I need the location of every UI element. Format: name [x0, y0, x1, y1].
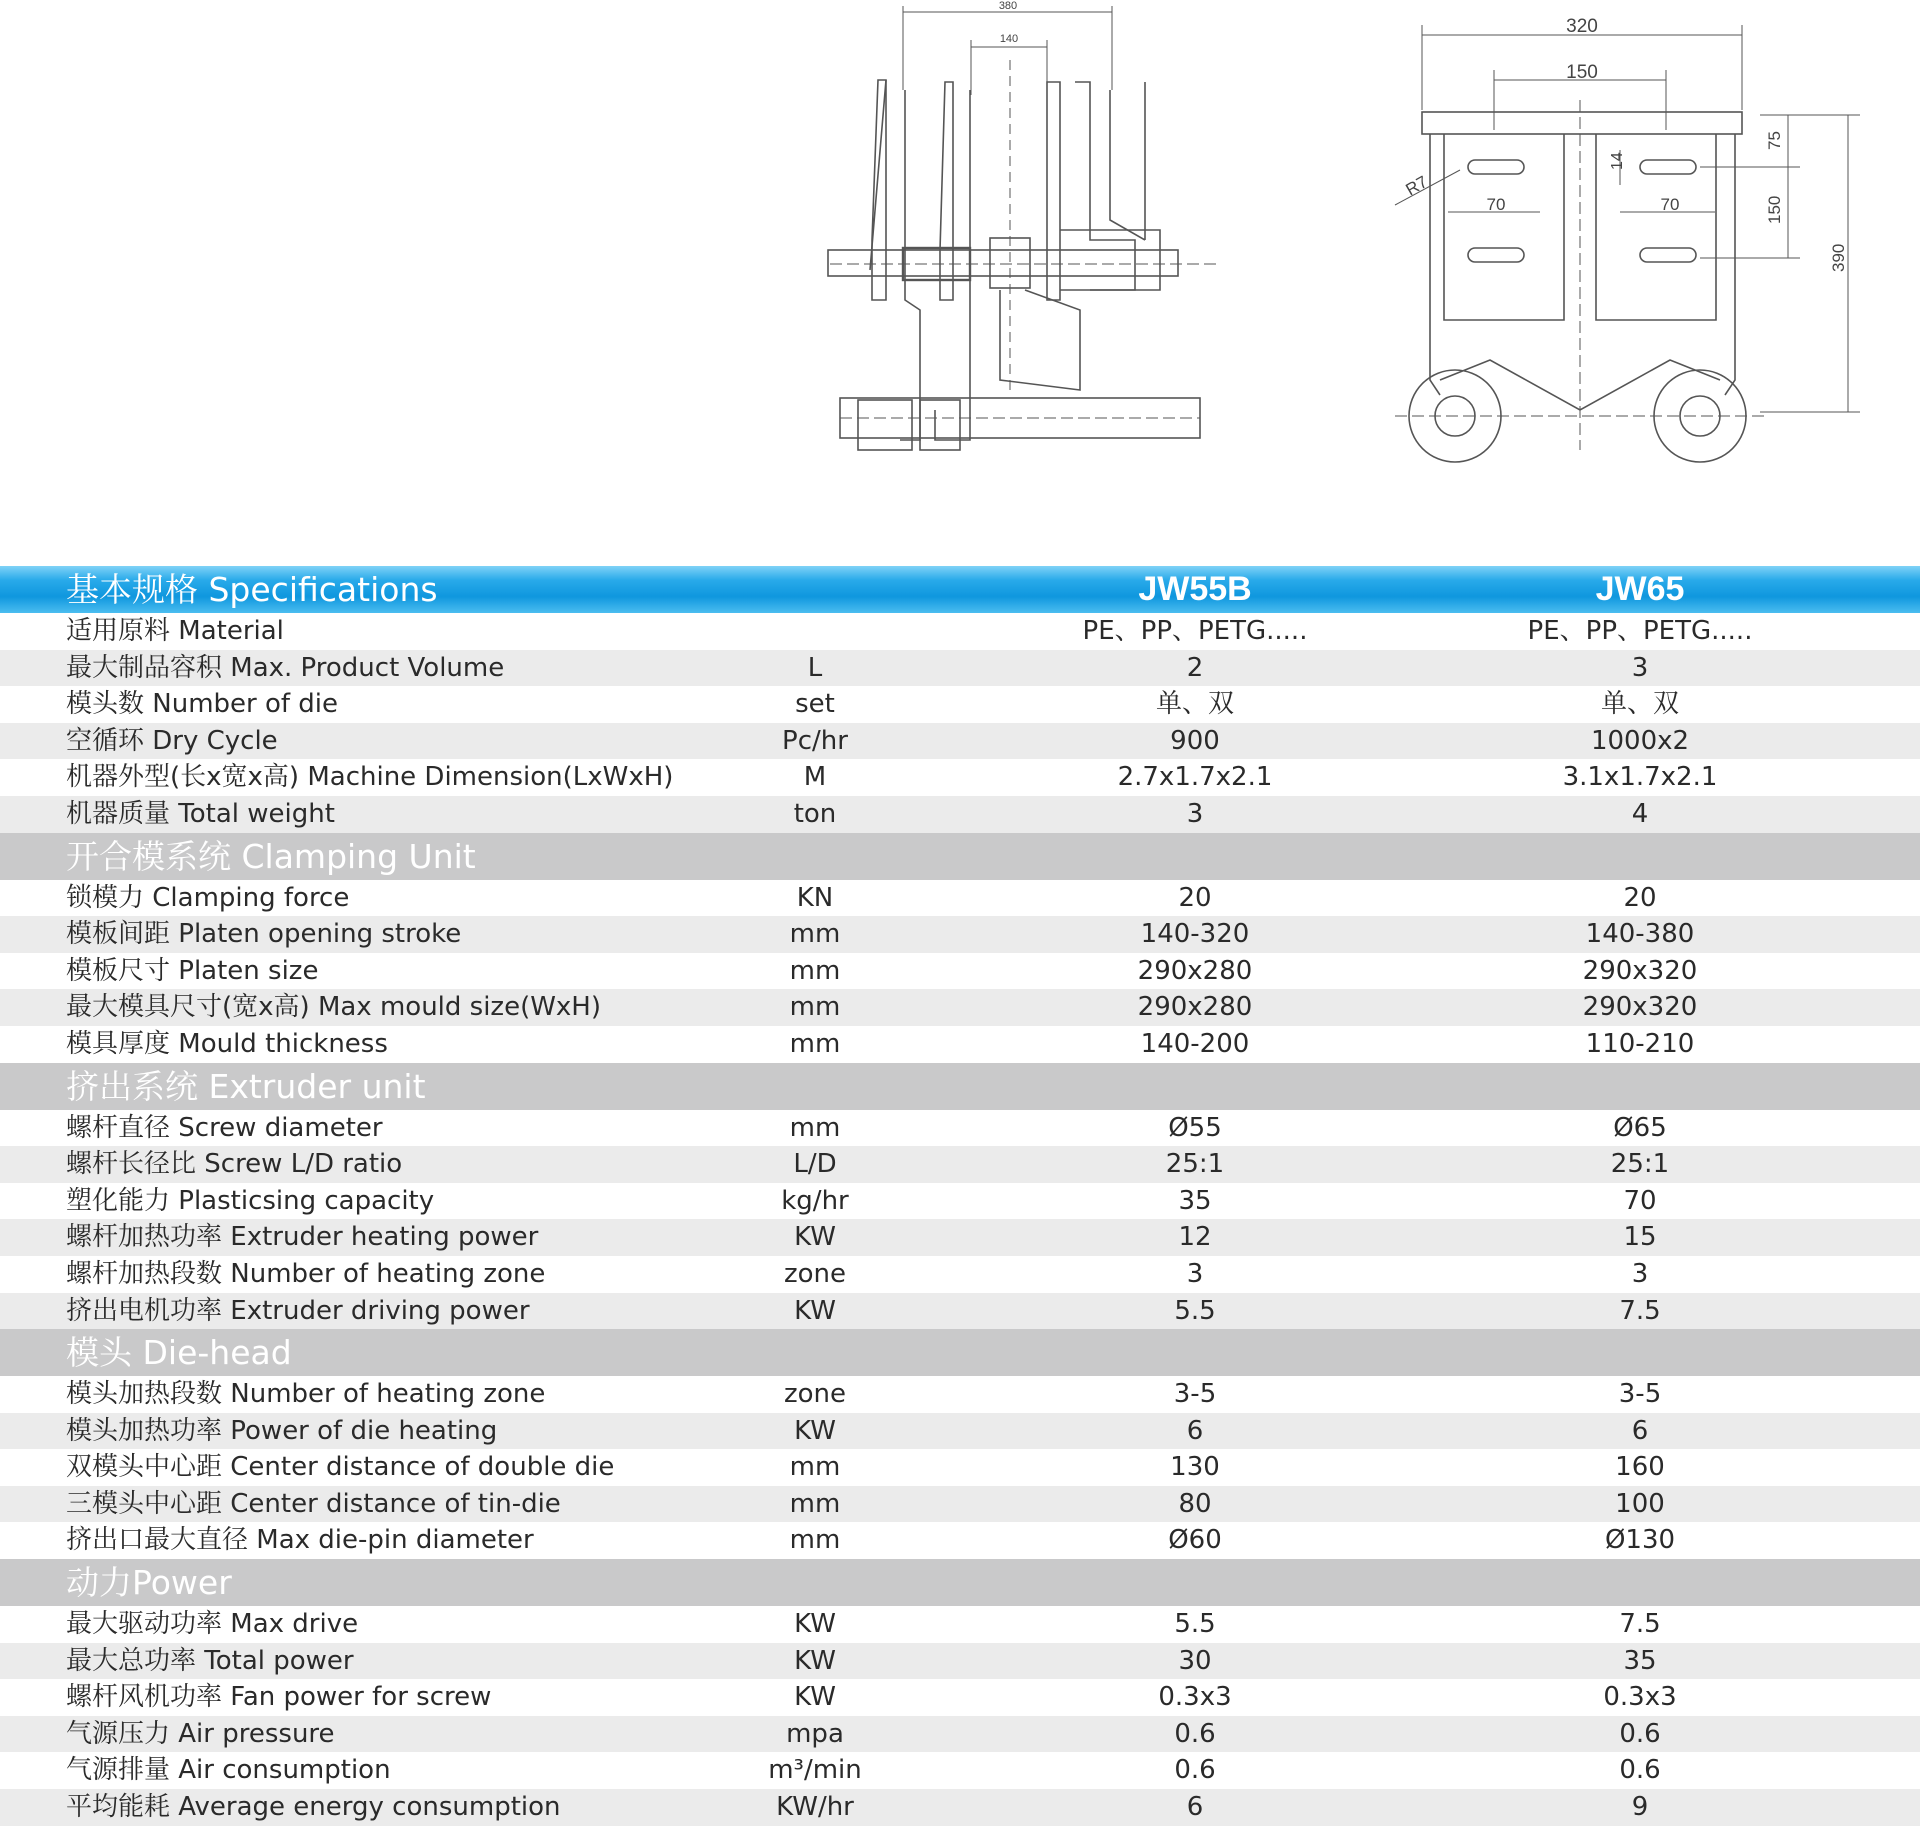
row-value-model-1: 80: [1178, 1488, 1212, 1519]
row-label: 模头加热功率 Power of die heating: [66, 1415, 498, 1446]
dim-slot-spacing: 150: [1765, 195, 1784, 224]
row-value-model-2: 0.6: [1619, 1718, 1661, 1749]
row-unit: KW: [794, 1295, 836, 1326]
dim-front-width-inner: 150: [1566, 62, 1598, 83]
row-value-model-2: 290x320: [1582, 955, 1698, 986]
dim-front-width-overall: 320: [1566, 16, 1598, 37]
row-unit: KW: [794, 1415, 836, 1446]
row-value-model-1: 35: [1178, 1185, 1212, 1216]
row-value-model-2: 1000x2: [1590, 725, 1690, 756]
row-unit: zone: [783, 1258, 847, 1289]
table-row: [0, 723, 1920, 760]
row-unit: mm: [789, 1112, 841, 1143]
section-title: 模头 Die-head: [66, 1333, 292, 1373]
row-value-model-2: 110-210: [1585, 1028, 1695, 1059]
row-unit: mm: [789, 919, 841, 950]
row-unit: mm: [789, 1525, 841, 1556]
row-unit: KW: [794, 1682, 836, 1713]
technical-drawings: [0, 0, 1920, 560]
row-value-model-2: Ø130: [1604, 1525, 1676, 1556]
dim-radius: R7: [1402, 172, 1431, 200]
row-value-model-1: 5.5: [1174, 1609, 1216, 1640]
row-label: 适用原料 Material: [66, 616, 284, 646]
row-unit: M: [803, 762, 827, 793]
row-unit: kg/hr: [781, 1185, 849, 1216]
table-row: [0, 953, 1920, 990]
row-unit: KN: [796, 882, 834, 913]
table-row: [0, 1256, 1920, 1293]
row-value-model-2: 6: [1631, 1415, 1649, 1446]
section-title: 挤出系统 Extruder unit: [66, 1066, 426, 1106]
row-value-model-1: Ø60: [1168, 1525, 1222, 1556]
row-unit: mm: [789, 992, 841, 1023]
row-value-model-2: 20: [1623, 882, 1657, 913]
row-label: 模具厚度 Mould thickness: [66, 1028, 388, 1059]
drawing-canvas: [0, 0, 1920, 560]
row-label: 塑化能力 Plasticsing capacity: [66, 1185, 435, 1216]
row-label: 螺杆直径 Screw diameter: [66, 1112, 383, 1143]
model-2-heading: JW65: [1595, 570, 1685, 608]
row-value-model-1: 单、双: [1155, 689, 1234, 720]
row-unit: L/D: [793, 1149, 837, 1180]
row-label: 双模头中心距 Center distance of double die: [66, 1452, 615, 1483]
row-value-model-2: 3-5: [1618, 1379, 1662, 1410]
table-row: [0, 1643, 1920, 1680]
section-title: 开合模系统 Clamping Unit: [66, 836, 476, 876]
row-label: 模板间距 Platen opening stroke: [66, 919, 462, 950]
table-row: [0, 759, 1920, 796]
section-header: [0, 1063, 1920, 1110]
row-label: 最大总功率 Total power: [66, 1645, 354, 1676]
row-label: 气源排量 Air consumption: [66, 1755, 391, 1786]
row-value-model-1: 30: [1178, 1645, 1212, 1676]
section-header: [0, 833, 1920, 880]
row-unit: mm: [789, 1488, 841, 1519]
row-value-model-1: 25:1: [1165, 1149, 1225, 1180]
row-value-model-2: 7.5: [1619, 1609, 1661, 1640]
table-body: [0, 613, 1920, 1826]
row-value-model-2: Ø65: [1613, 1112, 1667, 1143]
table-row: [0, 1146, 1920, 1183]
row-value-model-1: 20: [1178, 882, 1212, 913]
table-row: [0, 1026, 1920, 1063]
row-label: 螺杆加热功率 Extruder heating power: [66, 1222, 539, 1253]
table-row: [0, 1183, 1920, 1220]
table-title: 基本规格 Specifications: [66, 570, 438, 609]
dim-slot-left: 70: [1486, 195, 1506, 214]
table-row: [0, 1413, 1920, 1450]
row-value-model-2: 9: [1631, 1792, 1649, 1823]
row-unit: mm: [789, 955, 841, 986]
row-unit: ton: [793, 798, 837, 829]
dim-slot-right: 70: [1660, 195, 1680, 214]
section-header: [0, 1559, 1920, 1606]
row-value-model-1: 900: [1170, 725, 1220, 756]
row-value-model-2: 100: [1615, 1488, 1665, 1519]
row-label: 气源压力 Air pressure: [66, 1718, 335, 1749]
row-value-model-1: 6: [1186, 1415, 1204, 1446]
dim-height-overall: 390: [1829, 243, 1848, 272]
row-value-model-2: 70: [1623, 1185, 1657, 1216]
row-value-model-1: 140-200: [1140, 1028, 1250, 1059]
row-value-model-1: 12: [1178, 1222, 1212, 1253]
row-unit: mm: [789, 1028, 841, 1059]
row-value-model-1: 130: [1170, 1452, 1220, 1483]
table-row: [0, 1293, 1920, 1330]
row-value-model-2: 4: [1631, 798, 1649, 829]
table-row: [0, 880, 1920, 917]
row-label: 螺杆加热段数 Number of heating zone: [66, 1258, 546, 1289]
table-row: [0, 613, 1920, 650]
row-value-model-1: 3-5: [1173, 1379, 1217, 1410]
row-value-model-1: 290x280: [1137, 955, 1253, 986]
table-row: [0, 1486, 1920, 1523]
specifications-table: [0, 566, 1920, 1826]
table-row: [0, 650, 1920, 687]
row-value-model-1: 2.7x1.7x2.1: [1117, 762, 1273, 793]
row-label: 模头加热段数 Number of heating zone: [66, 1379, 546, 1410]
front-view-drawing: [1395, 25, 1860, 462]
table-row: [0, 796, 1920, 833]
row-unit: m³/min: [768, 1755, 862, 1786]
table-row: [0, 1716, 1920, 1753]
row-label: 三模头中心距 Center distance of tin-die: [66, 1488, 561, 1519]
row-value-model-1: 5.5: [1174, 1295, 1216, 1326]
dim-side-inner: 140: [999, 33, 1019, 45]
row-label: 螺杆长径比 Screw L/D ratio: [66, 1149, 403, 1180]
row-unit: Pc/hr: [782, 725, 848, 756]
row-unit: KW/hr: [776, 1792, 854, 1823]
row-value-model-1: 0.6: [1174, 1718, 1216, 1749]
table-row: [0, 1110, 1920, 1147]
row-value-model-2: 140-380: [1585, 919, 1695, 950]
row-unit: zone: [783, 1379, 847, 1410]
row-value-model-2: 单、双: [1600, 689, 1679, 720]
row-value-model-1: 3: [1186, 1258, 1204, 1289]
row-value-model-2: 160: [1615, 1452, 1665, 1483]
row-value-model-2: 25:1: [1610, 1149, 1670, 1180]
row-value-model-1: 3: [1186, 798, 1204, 829]
row-label: 螺杆风机功率 Fan power for screw: [66, 1682, 492, 1713]
table-row: [0, 686, 1920, 723]
row-label: 最大制品容积 Max. Product Volume: [66, 652, 505, 683]
row-value-model-2: 35: [1623, 1645, 1657, 1676]
row-label: 挤出电机功率 Extruder driving power: [66, 1295, 530, 1326]
table-header: [0, 566, 1920, 613]
row-value-model-2: 0.6: [1619, 1755, 1661, 1786]
table-row: [0, 1606, 1920, 1643]
dim-slot-height: 14: [1609, 152, 1626, 170]
table-row: [0, 1679, 1920, 1716]
row-unit: KW: [794, 1222, 836, 1253]
row-value-model-2: 3: [1631, 652, 1649, 683]
row-unit: KW: [794, 1645, 836, 1676]
table-row: [0, 1219, 1920, 1256]
row-label: 平均能耗 Average energy consumption: [66, 1792, 561, 1823]
row-value-model-1: PE、PP、PETG.....: [1082, 616, 1308, 646]
model-1-heading: JW55B: [1138, 570, 1252, 608]
row-value-model-1: Ø55: [1168, 1112, 1222, 1143]
table-row: [0, 1522, 1920, 1559]
table-row: [0, 989, 1920, 1026]
row-value-model-1: 290x280: [1137, 992, 1253, 1023]
row-value-model-1: 0.3x3: [1158, 1682, 1232, 1713]
row-value-model-1: 0.6: [1174, 1755, 1216, 1786]
table-row: [0, 916, 1920, 953]
table-row: [0, 1449, 1920, 1486]
row-label: 机器质量 Total weight: [66, 798, 335, 829]
row-value-model-2: 290x320: [1582, 992, 1698, 1023]
row-label: 机器外型(长x宽x高) Machine Dimension(LxWxH): [66, 762, 674, 793]
table-row: [0, 1752, 1920, 1789]
row-unit: L: [807, 652, 823, 683]
row-label: 最大模具尺寸(宽x高) Max mould size(WxH): [66, 992, 602, 1023]
row-label: 空循环 Dry Cycle: [66, 725, 278, 756]
row-value-model-2: 15: [1623, 1222, 1657, 1253]
side-view-drawing: [828, 6, 1220, 450]
section-title: 动力Power: [66, 1563, 232, 1603]
row-value-model-2: 0.3x3: [1603, 1682, 1677, 1713]
row-value-model-2: 3.1x1.7x2.1: [1562, 762, 1718, 793]
row-unit: mm: [789, 1452, 841, 1483]
row-value-model-1: 6: [1186, 1792, 1204, 1823]
dim-top-offset: 75: [1765, 131, 1784, 150]
table-row: [0, 1789, 1920, 1826]
table-row: [0, 1376, 1920, 1413]
section-header: [0, 1329, 1920, 1376]
row-unit: mpa: [786, 1718, 844, 1749]
row-unit: KW: [794, 1609, 836, 1640]
dim-side-overall: 380: [998, 0, 1018, 12]
row-value-model-2: 3: [1631, 1258, 1649, 1289]
row-label: 最大驱动功率 Max drive: [66, 1609, 359, 1640]
row-value-model-2: PE、PP、PETG.....: [1527, 616, 1753, 646]
row-label: 锁模力 Clamping force: [66, 882, 350, 913]
row-label: 挤出口最大直径 Max die-pin diameter: [66, 1525, 534, 1556]
row-label: 模板尺寸 Platen size: [66, 955, 319, 986]
row-value-model-1: 2: [1186, 652, 1204, 683]
row-value-model-2: 7.5: [1619, 1295, 1661, 1326]
row-unit: set: [795, 689, 835, 720]
row-value-model-1: 140-320: [1140, 919, 1250, 950]
row-label: 模头数 Number of die: [66, 689, 339, 720]
